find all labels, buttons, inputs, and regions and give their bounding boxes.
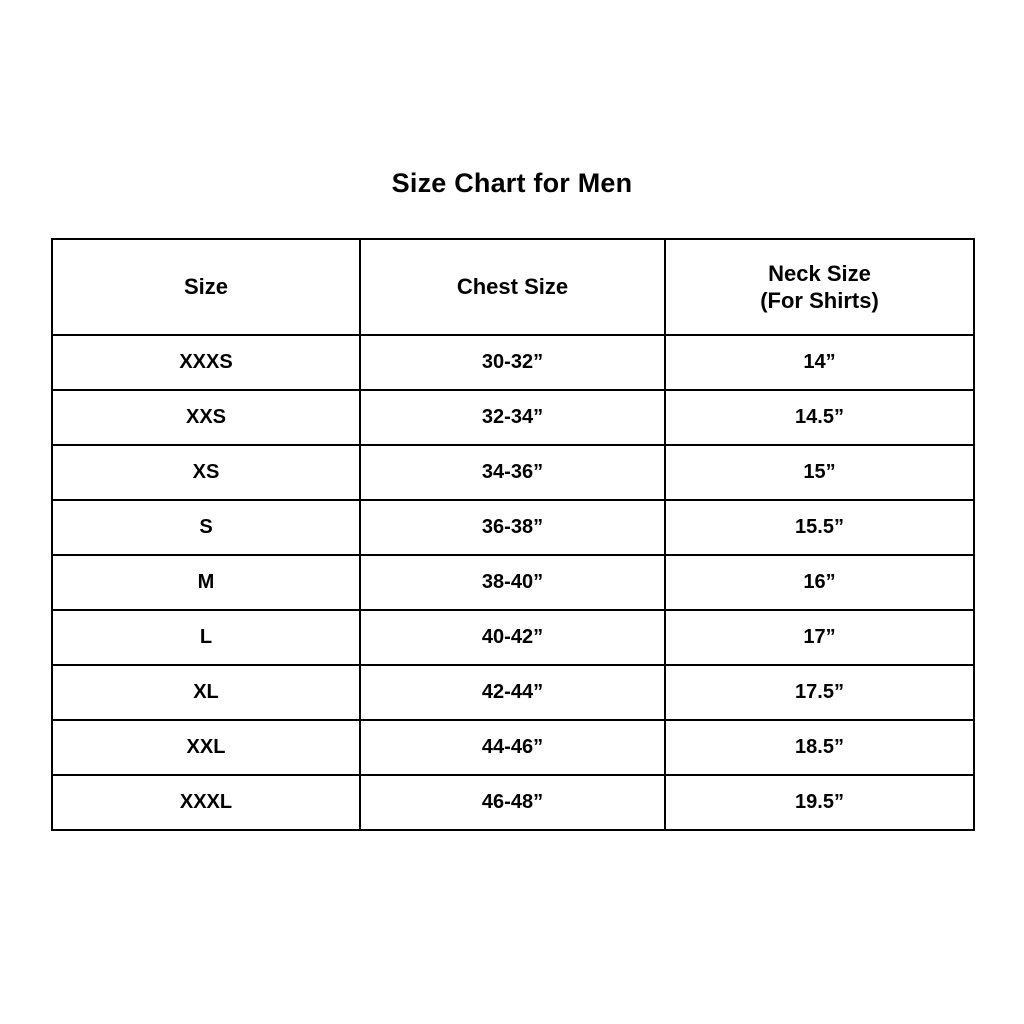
table-row [52, 335, 974, 390]
column-header-neck-size-sublabel: (For Shirts) [760, 288, 879, 313]
cell-chest: 42-44” [360, 665, 665, 720]
cell-neck: 15” [665, 445, 974, 500]
cell-neck: 18.5” [665, 720, 974, 775]
table-row [52, 610, 974, 665]
cell-size: XS [52, 445, 360, 500]
page-title: Size Chart for Men [391, 168, 633, 198]
table-header-row [52, 239, 974, 335]
cell-neck: 19.5” [665, 775, 974, 830]
cell-size: L [52, 610, 360, 665]
table-row [52, 720, 974, 775]
table-row [52, 500, 974, 555]
cell-chest: 32-34” [360, 390, 665, 445]
column-header-size-label: Size [183, 274, 229, 300]
cell-neck: 16” [665, 555, 974, 610]
cell-size: XXL [52, 720, 360, 775]
table-row [52, 390, 974, 445]
table-row [52, 555, 974, 610]
cell-size: M [52, 555, 360, 610]
cell-chest: 40-42” [360, 610, 665, 665]
column-header-neck-size [665, 239, 974, 335]
cell-chest: 46-48” [360, 775, 665, 830]
cell-chest: 44-46” [360, 720, 665, 775]
cell-size: XL [52, 665, 360, 720]
table-row [52, 775, 974, 830]
cell-neck: 14.5” [665, 390, 974, 445]
cell-size: S [52, 500, 360, 555]
cell-size: XXS [52, 390, 360, 445]
cell-neck: 17” [665, 610, 974, 665]
cell-neck: 15.5” [665, 500, 974, 555]
column-header-size [52, 239, 360, 335]
table-row [52, 665, 974, 720]
table-row [52, 445, 974, 500]
cell-size: XXXS [52, 335, 360, 390]
cell-chest: 34-36” [360, 445, 665, 500]
column-header-chest-size [360, 239, 665, 335]
column-header-neck-size-label: Neck Size [768, 260, 871, 286]
cell-chest: 38-40” [360, 555, 665, 610]
table-header [52, 239, 974, 335]
size-chart-table [51, 238, 975, 831]
size-chart-table-container [51, 238, 973, 831]
cell-neck: 14” [665, 335, 974, 390]
cell-chest: 36-38” [360, 500, 665, 555]
cell-chest: 30-32” [360, 335, 665, 390]
cell-neck: 17.5” [665, 665, 974, 720]
cell-size: XXXL [52, 775, 360, 830]
table-body [52, 335, 974, 830]
column-header-chest-size-label: Chest Size [456, 274, 569, 300]
